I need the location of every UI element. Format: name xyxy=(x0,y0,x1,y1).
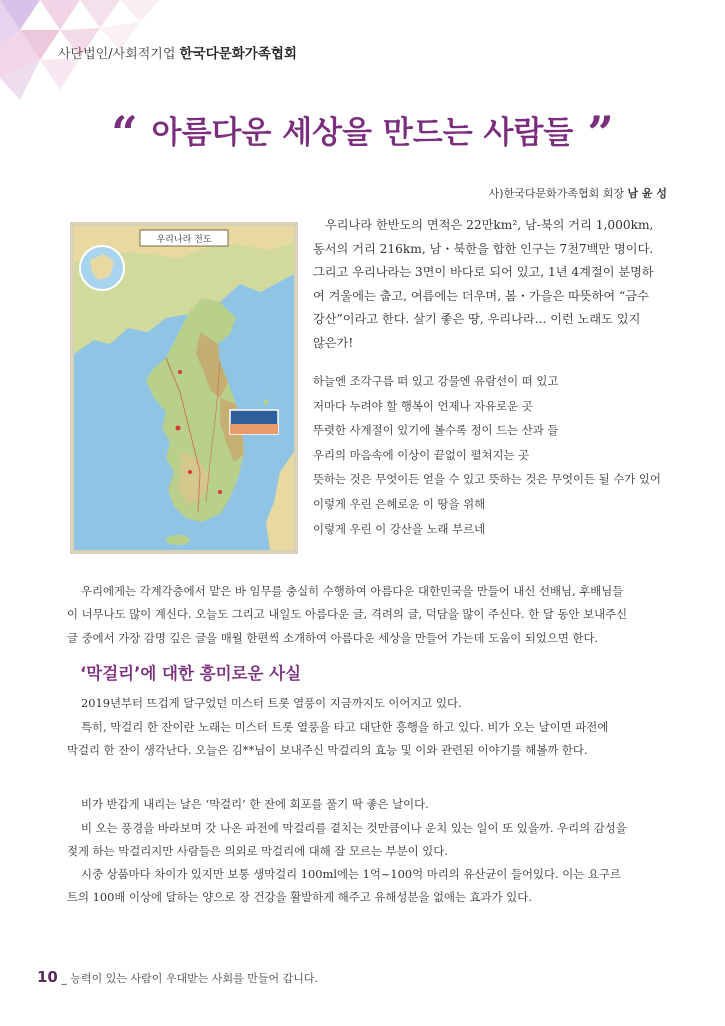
page-number: 10 xyxy=(37,968,58,986)
lyric-line: 이렇게 우린 은혜로운 이 땅을 위해 xyxy=(313,496,486,511)
lyric-line: 뚜렷한 사계절이 있기에 볼수록 정이 드는 산과 들 xyxy=(313,423,559,438)
section-paragraph xyxy=(67,692,671,715)
author-byline xyxy=(489,185,667,201)
body-line: 우리에게는 각계각층에서 맡은 바 임무를 충실히 수행하여 아름다운 대한민국을 만들어 내신 선배님, 후배님들 xyxy=(81,584,624,598)
section-paragraph xyxy=(67,793,671,816)
lyric-line: 우리의 마음속에 이상이 끝없이 펼쳐지는 곳 xyxy=(313,447,530,462)
section-line: 막걸리 한 잔이 생각난다. 오늘은 김**님이 보내주신 막걸리의 효능 및 이와 관련된 이야기를 해볼까 한다. xyxy=(67,743,588,758)
section-line: 비가 반갑게 내리는 날은 ‘막걸리’ 한 잔에 회포를 풀기 딱 좋은 날이다. xyxy=(81,797,429,811)
author-affiliation: 사)한국다문화가족협회 회장 xyxy=(488,187,628,200)
intro-paragraph xyxy=(313,214,658,355)
body-line: 이 너무나도 많이 계신다. 오늘도 그리고 내일도 아름다운 글, 격려의 글, 덕담을 많이 주신다. 한 달 동안 보내주신 xyxy=(67,607,628,622)
page-footer xyxy=(37,968,318,986)
section-line: 2019년부터 뜨겁게 달구었던 미스터 트롯 열풍이 지금까지도 이어지고 있다. xyxy=(81,696,462,710)
author-name: 남 윤 성 xyxy=(627,187,667,200)
intro-line: 동서의 거리 216km, 남・북한을 합한 인구는 7천7백만 명이다. xyxy=(313,241,654,256)
korea-map-image xyxy=(70,222,298,554)
section-paragraph xyxy=(67,817,671,864)
body-line: 글 중에서 가장 감명 깊은 글을 매월 한편씩 소개하여 아름다운 세상을 만들어 가는데 도움이 되었으면 한다. xyxy=(67,630,599,645)
lyric-line: 이렇게 우린 이 강산을 노래 부르네 xyxy=(313,521,486,536)
section-heading: ‘막걸리’에 대한 흥미로운 사실 xyxy=(80,664,302,683)
section-paragraph xyxy=(67,716,671,763)
body-paragraph xyxy=(67,580,671,650)
footer-slogan: 능력이 있는 사람이 우대받는 사회를 만들어 갑니다. xyxy=(70,972,318,985)
org-prefix: 사단법인/사회적기업 xyxy=(58,47,180,62)
song-lyrics xyxy=(313,369,673,541)
section-line: 젖게 하는 막걸리지만 사람들은 의외로 막걸리에 대해 잘 모르는 부분이 있다. xyxy=(67,844,448,859)
page-title-text: 아름다운 세상을 만드는 사람들 xyxy=(151,115,574,151)
lyric-line: 뜻하는 것은 무엇이든 얻을 수 있고 뜻하는 것은 무엇이든 될 수가 있어 xyxy=(313,472,661,487)
section-line: 비 오는 풍경을 바라보며 갓 나온 파전에 막걸리를 곁치는 것만큼이나 운치 있는 일이 또 있을까. 우리의 감성을 xyxy=(81,821,627,835)
lyric-line: 하늘엔 조각구름 떠 있고 강물엔 유람선이 떠 있고 xyxy=(313,374,559,388)
close-quote-mark: ” xyxy=(587,106,614,160)
section-paragraph xyxy=(67,863,671,910)
section-line: 특히, 막걸리 한 잔이란 노래는 미스터 트롯 열풍을 타고 대단한 흥행을 하고 있다. 비가 오는 날이면 파전에 xyxy=(81,720,609,734)
organization-header xyxy=(58,42,297,62)
intro-line: 그리고 우리나라는 3면이 바다로 되어 있고, 1년 4계절이 분명하 xyxy=(313,265,654,279)
org-name: 한국다문화가족협회 xyxy=(179,46,297,62)
intro-line: 우리나라 한반도의 면적은 22만km², 남-북의 거리 1,000km, xyxy=(325,218,654,232)
page-title xyxy=(0,106,725,160)
lyric-line: 저마다 누려야 할 행복이 언제나 자유로운 곳 xyxy=(313,398,533,413)
map-title: 우리나라 전도 xyxy=(156,235,212,245)
footer-separator: _ xyxy=(57,972,71,985)
intro-line: 여 겨울에는 춥고, 여름에는 더우며, 봄・가을은 따뜻하여 “금수 xyxy=(313,288,649,303)
open-quote-mark: “ xyxy=(111,106,138,160)
section-line: 트의 100배 이상에 달하는 양으로 장 건강을 활발하게 해주고 유해성분을 없애는 효과가 있다. xyxy=(67,890,532,905)
intro-line: 강산”이라고 한다. 살기 좋은 땅, 우리나라... 이런 노래도 있지 xyxy=(313,312,641,326)
intro-line: 않은가! xyxy=(313,335,354,350)
section-line: 시중 상품마다 차이가 있지만 보통 생막걸리 100ml에는 1억~100억 마리의 유산균이 들어있다. 이는 요구르 xyxy=(81,867,621,881)
